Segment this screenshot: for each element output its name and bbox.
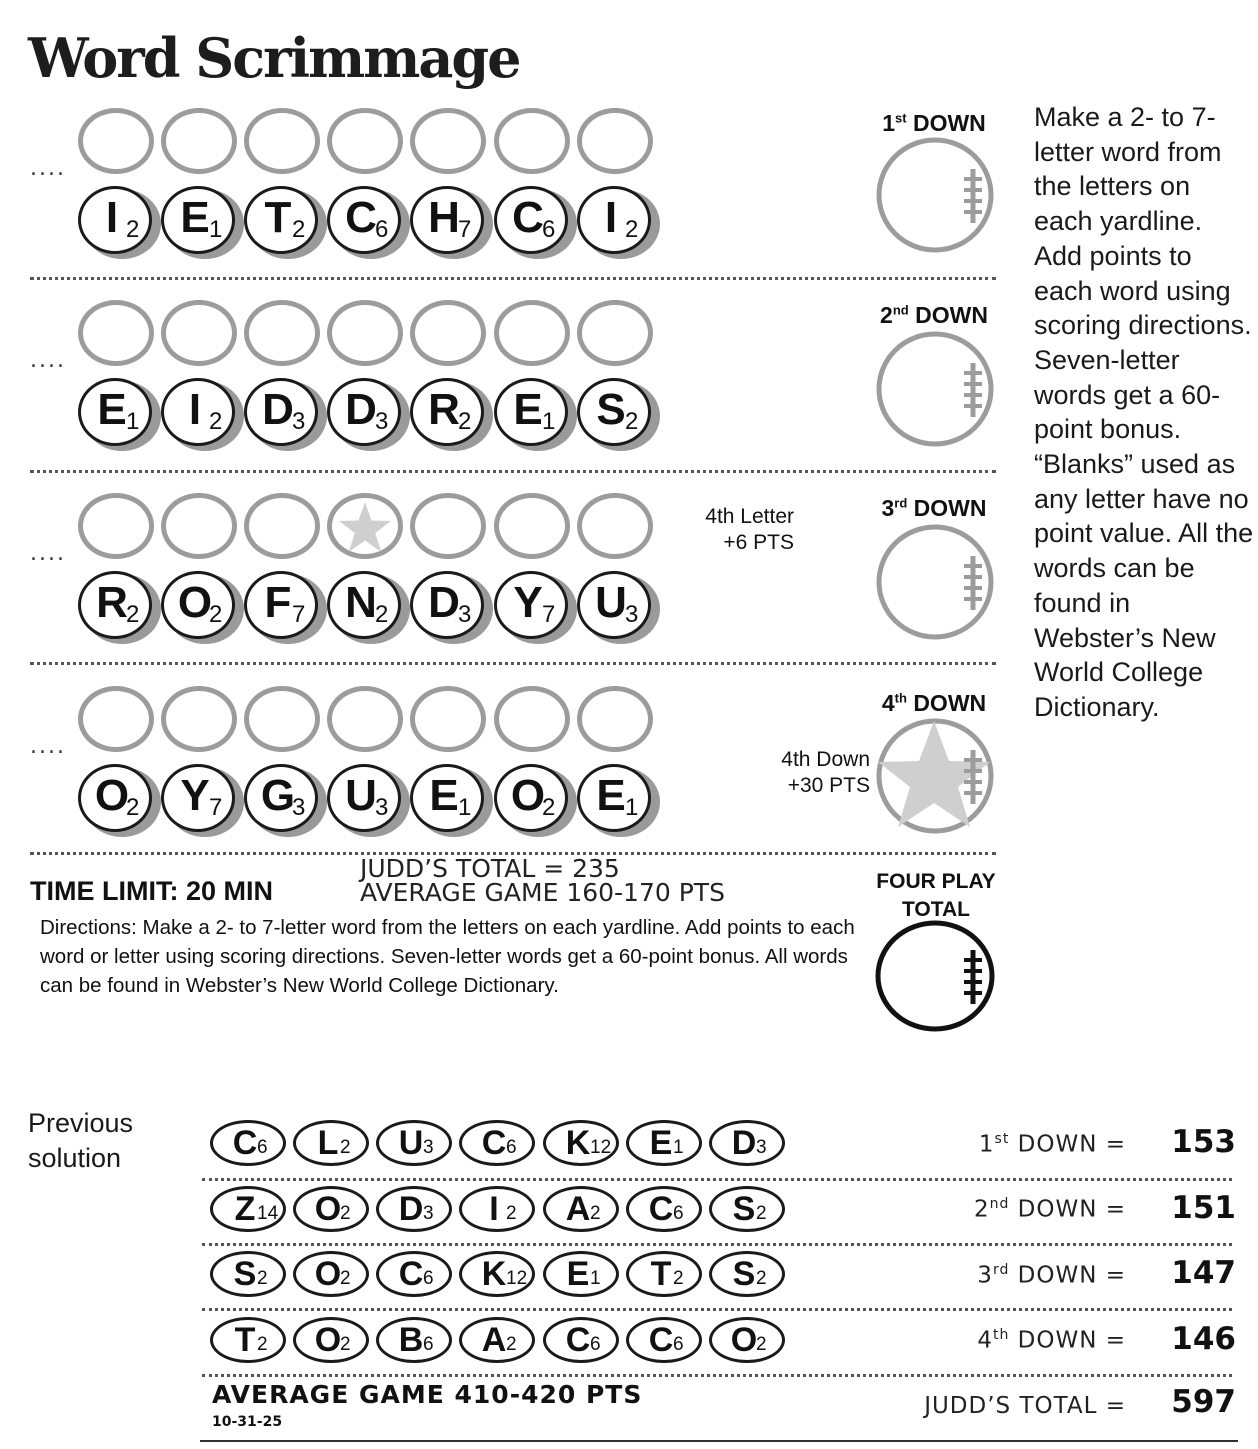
solution-divider: [202, 1178, 1232, 1181]
down-word: DOWN: [912, 110, 986, 136]
solution-tile-letter: S: [732, 1190, 756, 1228]
solution-tile-points: 2: [257, 1334, 268, 1355]
solution-down-suffix: st: [994, 1131, 1010, 1147]
football-score-icon[interactable]: [874, 523, 998, 643]
tile-points: 7: [209, 794, 223, 821]
solution-down-score: 151: [1171, 1190, 1236, 1226]
tile-letter: N: [345, 578, 377, 627]
tile-points: 2: [458, 408, 472, 435]
tile-points: 7: [292, 601, 306, 628]
solution-tile-letter: D: [731, 1124, 757, 1162]
solution-tile-points: 2: [257, 1268, 268, 1289]
tile-points: 3: [292, 408, 306, 435]
solution-tile-points: 6: [506, 1137, 517, 1158]
bonus-line2: +30 PTS: [787, 774, 870, 797]
tile-letter: E: [513, 385, 543, 434]
tile-letter: Y: [513, 578, 543, 627]
bonus-line2: +6 PTS: [723, 531, 794, 554]
solution-tile-points: 3: [756, 1137, 767, 1158]
previous-label-line2: solution: [28, 1143, 122, 1173]
solution-tile-points: 6: [673, 1334, 684, 1355]
yardline-dots: ....: [30, 541, 66, 566]
answer-blank[interactable]: [78, 300, 154, 366]
down-word: DOWN: [915, 302, 988, 328]
solution-tile: [459, 1120, 535, 1166]
solution-tile: [626, 1120, 702, 1166]
tile-letter: T: [264, 193, 292, 242]
letter-tile[interactable]: [577, 378, 655, 450]
down-word: DOWN: [913, 495, 987, 521]
solution-tile: [459, 1317, 535, 1363]
solution-tile: [210, 1120, 286, 1166]
tile-letter: E: [429, 771, 459, 820]
solution-tile: [210, 1251, 286, 1297]
solution-tile-points: 2: [506, 1203, 517, 1224]
solution-divider: [202, 1374, 1232, 1377]
answer-blank[interactable]: [244, 300, 320, 366]
solution-tile-points: 6: [673, 1203, 684, 1224]
solution-tile-points: 2: [506, 1334, 517, 1355]
tile-points: 6: [542, 216, 556, 243]
tile-letter: U: [595, 578, 627, 627]
letter-tile[interactable]: [410, 186, 488, 258]
down-suffix: st: [895, 110, 907, 126]
letter-tile[interactable]: [78, 186, 156, 258]
four-play-total-football-icon[interactable]: [874, 920, 998, 1034]
solution-tile: [626, 1317, 702, 1363]
solution-down-suffix: nd: [989, 1196, 1010, 1212]
solution-tile-points: 2: [590, 1203, 601, 1224]
solution-tile-letter: K: [481, 1255, 507, 1293]
yardline: [30, 470, 996, 473]
tile-letter: R: [96, 578, 128, 627]
down-suffix: rd: [894, 495, 908, 511]
solution-down-suffix: rd: [992, 1262, 1010, 1278]
solution-tile-points: 2: [673, 1268, 684, 1289]
letter-tile[interactable]: [494, 764, 572, 836]
answer-blank[interactable]: [244, 108, 320, 174]
solution-down-suffix: th: [992, 1327, 1010, 1343]
tile-letter: O: [177, 578, 213, 627]
letter-tile[interactable]: [161, 571, 239, 643]
bonus-note: [752, 747, 870, 799]
solution-tile-points: 6: [423, 1334, 434, 1355]
answer-blank[interactable]: [410, 300, 486, 366]
solution-tile-letter: O: [314, 1255, 342, 1293]
solution-tile-points: 1: [673, 1137, 684, 1158]
solution-tile-letter: C: [481, 1124, 507, 1162]
letter-tile[interactable]: [244, 764, 322, 836]
solution-tile: [543, 1251, 619, 1297]
tile-points: 2: [625, 216, 639, 243]
down-suffix: nd: [892, 302, 909, 318]
answer-blank[interactable]: [410, 493, 486, 559]
tile-letter: U: [345, 771, 377, 820]
solution-tile-letter: O: [730, 1321, 758, 1359]
answer-blank[interactable]: [161, 493, 237, 559]
yardline: [30, 662, 996, 665]
solution-tile-points: 3: [423, 1137, 434, 1158]
solution-down-number: 4: [977, 1327, 993, 1354]
tile-points: 3: [375, 794, 389, 821]
solution-tile-letter: K: [565, 1124, 591, 1162]
solution-tile-points: 14: [257, 1203, 279, 1224]
solution-tile: [709, 1251, 785, 1297]
down-number: 3: [881, 495, 895, 521]
tile-letter: S: [596, 385, 626, 434]
solution-tile: [210, 1317, 286, 1363]
solution-tile-letter: T: [234, 1321, 256, 1359]
tile-points: 2: [126, 216, 140, 243]
solution-tile-points: 2: [756, 1203, 767, 1224]
football-score-icon[interactable]: [874, 136, 998, 256]
tile-letter: R: [428, 385, 460, 434]
tile-points: 1: [542, 408, 556, 435]
down-label: [854, 110, 1014, 137]
tile-points: 2: [209, 601, 223, 628]
solution-tile-letter: O: [314, 1321, 342, 1359]
solution-down-score: 147: [1171, 1255, 1236, 1291]
yardline-dots: ....: [30, 734, 66, 759]
tile-letter: F: [264, 578, 292, 627]
four-play-total-label: [856, 868, 1016, 924]
answer-blank[interactable]: [577, 108, 653, 174]
solution-tile-points: 6: [590, 1334, 601, 1355]
solution-tile: [709, 1120, 785, 1166]
solution-tile-letter: D: [398, 1190, 424, 1228]
bottom-rule: [200, 1440, 1238, 1442]
down-label: [854, 690, 1014, 717]
solution-tile-letter: C: [648, 1321, 674, 1359]
solution-divider: [202, 1308, 1232, 1311]
bonus-line1: 4th Letter: [705, 505, 794, 528]
tile-letter: I: [188, 385, 202, 434]
solution-down-number: 2: [973, 1196, 990, 1223]
bonus-note: [680, 504, 794, 556]
answer-blank[interactable]: [494, 493, 570, 559]
solution-tile: [376, 1120, 452, 1166]
tile-letter: O: [94, 771, 130, 820]
solution-tile-points: 12: [506, 1268, 528, 1289]
solution-judds-total-label: JUDD’S TOTAL =: [924, 1393, 1126, 1419]
answer-blank[interactable]: [577, 493, 653, 559]
solution-tile: [543, 1120, 619, 1166]
solution-tile: [293, 1120, 369, 1166]
down-label: [854, 302, 1014, 329]
answer-blank[interactable]: [78, 686, 154, 752]
letter-tile[interactable]: [327, 764, 405, 836]
solution-down-word: DOWN =: [1017, 1131, 1126, 1158]
yardline: [30, 277, 996, 280]
tile-letter: I: [105, 193, 119, 242]
star-icon: [338, 501, 392, 553]
answer-blank[interactable]: [410, 686, 486, 752]
solution-tile-letter: E: [566, 1255, 590, 1293]
solution-tile: [459, 1251, 535, 1297]
solution-tile: [709, 1317, 785, 1363]
answer-blank[interactable]: [78, 108, 154, 174]
solution-tile: [543, 1186, 619, 1232]
solution-tile-letter: T: [650, 1255, 672, 1293]
solution-tile-letter: B: [398, 1321, 424, 1359]
average-game: AVERAGE GAME 160-170 PTS: [360, 878, 725, 907]
side-instructions: Make a 2- to 7-letter word from the letters on each yardline. Add points to each word using scoring directions. Seven-letter words get a 60-point bonus. “Blanks” used as any letter have no point value. All the words can be found in Webster’s New World College Dictionary.: [1034, 102, 1254, 722]
letter-tile[interactable]: [327, 378, 405, 450]
tile-points: 7: [542, 601, 556, 628]
solution-down-number: 3: [977, 1262, 993, 1289]
answer-blank-star[interactable]: [327, 493, 403, 559]
solution-tile-letter: S: [732, 1255, 756, 1293]
solution-tile-letter: O: [314, 1190, 342, 1228]
solution-tile: [626, 1186, 702, 1232]
solution-tile-points: 6: [423, 1268, 434, 1289]
answer-blank[interactable]: [244, 493, 320, 559]
letter-tile[interactable]: [410, 571, 488, 643]
solution-tile: [709, 1186, 785, 1232]
answer-blank[interactable]: [327, 686, 403, 752]
time-limit: TIME LIMIT: 20 MIN: [30, 876, 273, 906]
solution-tile-letter: C: [565, 1321, 591, 1359]
answer-blank[interactable]: [244, 686, 320, 752]
letter-tile[interactable]: [577, 571, 655, 643]
tile-letter: I: [604, 193, 618, 242]
tile-points: 1: [209, 216, 223, 243]
tile-letter: C: [512, 193, 544, 242]
solution-tile-letter: I: [489, 1190, 499, 1228]
tile-points: 2: [375, 601, 389, 628]
solution-down-label: [896, 1327, 1126, 1354]
answer-blank[interactable]: [327, 300, 403, 366]
answer-blank[interactable]: [410, 108, 486, 174]
tile-letter: E: [596, 771, 626, 820]
solution-tile-points: 2: [340, 1137, 351, 1158]
letter-tile[interactable]: [494, 186, 572, 258]
solution-tile: [376, 1317, 452, 1363]
yardline-dots: ....: [30, 348, 66, 373]
solution-tile: [459, 1186, 535, 1232]
solution-down-label: [896, 1262, 1126, 1289]
tile-letter: C: [345, 193, 377, 242]
tile-points: 6: [375, 216, 389, 243]
tile-points: 2: [625, 408, 639, 435]
solution-tile: [376, 1251, 452, 1297]
down-label: [854, 495, 1014, 522]
answer-blank[interactable]: [161, 686, 237, 752]
solution-down-label: [896, 1196, 1126, 1223]
answer-blank[interactable]: [161, 108, 237, 174]
down-number: 2: [880, 302, 893, 328]
solution-tile-points: 2: [340, 1334, 351, 1355]
solution-down-number: 1: [978, 1131, 995, 1158]
letter-tile[interactable]: [410, 378, 488, 450]
tile-points: 1: [458, 794, 472, 821]
solution-tile-points: 2: [340, 1268, 351, 1289]
solution-tile-points: 2: [340, 1203, 351, 1224]
letter-tile[interactable]: [410, 764, 488, 836]
solution-tile: [376, 1186, 452, 1232]
solution-tile-points: 6: [257, 1137, 268, 1158]
tile-letter: D: [262, 385, 294, 434]
solution-down-score: 153: [1171, 1124, 1236, 1160]
letter-tile[interactable]: [161, 186, 239, 258]
letter-tile[interactable]: [577, 764, 655, 836]
letter-tile[interactable]: [577, 186, 655, 258]
letter-tile[interactable]: [78, 571, 156, 643]
solution-tile: [293, 1317, 369, 1363]
solution-date: 10-31-25: [212, 1414, 283, 1430]
football-score-icon[interactable]: [874, 330, 998, 450]
letter-tile[interactable]: [494, 571, 572, 643]
four-play-label-line2: TOTAL: [901, 898, 971, 921]
tile-letter: G: [260, 771, 296, 820]
solution-divider: [202, 1243, 1232, 1246]
tile-points: 2: [209, 408, 223, 435]
yardline-dots: ....: [30, 156, 66, 181]
down-number: 4: [881, 690, 895, 716]
judds-total: JUDD’S TOTAL = 235: [360, 854, 620, 883]
solution-tile-letter: U: [398, 1124, 424, 1162]
directions-text: Directions: Make a 2- to 7-letter word from the letters on each yardline. Add points to each word or letter using scoring directions. Seven-letter words get a 60-point bonus. All words can be found in Webster’s New World College Dictionary.: [40, 916, 855, 997]
four-play-label-line1: FOUR PLAY: [876, 870, 996, 893]
tile-points: 1: [126, 408, 140, 435]
previous-label-line1: Previous: [28, 1108, 134, 1138]
tile-points: 3: [625, 601, 639, 628]
tile-letter: E: [180, 193, 210, 242]
answer-blank[interactable]: [494, 300, 570, 366]
tile-points: 2: [292, 216, 306, 243]
bonus-line1: 4th Down: [781, 748, 870, 771]
tile-points: 2: [126, 794, 140, 821]
letter-tile[interactable]: [244, 378, 322, 450]
letter-tile[interactable]: [494, 378, 572, 450]
solution-tile-letter: C: [232, 1124, 258, 1162]
solution-tile: [543, 1317, 619, 1363]
solution-tile-letter: C: [648, 1190, 674, 1228]
letter-tile[interactable]: [78, 378, 156, 450]
answer-blank[interactable]: [161, 300, 237, 366]
letter-tile[interactable]: [327, 571, 405, 643]
solution-down-score: 146: [1171, 1321, 1236, 1357]
solution-tile: [293, 1186, 369, 1232]
tile-letter: D: [345, 385, 377, 434]
solution-tile-points: 1: [590, 1268, 601, 1289]
solution-judds-total-value: 597: [1171, 1384, 1236, 1420]
solution-tile-points: 12: [590, 1137, 612, 1158]
solution-tile: [210, 1186, 286, 1232]
letter-tile[interactable]: [244, 186, 322, 258]
letter-tile[interactable]: [78, 764, 156, 836]
previous-solution-label: [28, 1106, 133, 1176]
tile-points: 2: [126, 601, 140, 628]
solution-tile-points: 3: [423, 1203, 434, 1224]
solution-tile-letter: E: [649, 1124, 673, 1162]
answer-blank[interactable]: [494, 108, 570, 174]
tile-points: 3: [458, 601, 472, 628]
solution-tile-letter: A: [565, 1190, 591, 1228]
solution-down-label: [896, 1131, 1126, 1158]
letter-tile[interactable]: [161, 764, 239, 836]
solution-down-word: DOWN =: [1017, 1262, 1126, 1289]
solution-down-word: DOWN =: [1017, 1196, 1126, 1223]
solution-tile-letter: L: [317, 1124, 339, 1162]
tile-letter: E: [97, 385, 127, 434]
solution-tile-letter: C: [398, 1255, 424, 1293]
down-word: DOWN: [913, 690, 987, 716]
answer-blank[interactable]: [577, 300, 653, 366]
answer-blank[interactable]: [494, 686, 570, 752]
solution-tile-letter: A: [481, 1321, 507, 1359]
tile-letter: Y: [180, 771, 210, 820]
tile-points: 1: [625, 794, 639, 821]
answer-blank[interactable]: [78, 493, 154, 559]
letter-tile[interactable]: [244, 571, 322, 643]
letter-tile[interactable]: [327, 186, 405, 258]
letter-tile[interactable]: [161, 378, 239, 450]
down-suffix: th: [894, 690, 907, 706]
answer-blank[interactable]: [327, 108, 403, 174]
solution-tile: [626, 1251, 702, 1297]
down-number: 1: [882, 110, 895, 136]
solution-down-word: DOWN =: [1017, 1327, 1126, 1354]
tile-points: 2: [542, 794, 556, 821]
answer-blank[interactable]: [577, 686, 653, 752]
solution-tile: [293, 1251, 369, 1297]
tile-points: 7: [458, 216, 472, 243]
solution-tile-letter: Z: [234, 1190, 256, 1228]
tile-points: 3: [292, 794, 306, 821]
solution-tile-points: 2: [756, 1268, 767, 1289]
solution-tile-points: 2: [756, 1334, 767, 1355]
page-title: Word Scrimmage: [28, 26, 520, 90]
tile-letter: O: [510, 771, 546, 820]
tile-letter: H: [428, 193, 460, 242]
tile-points: 3: [375, 408, 389, 435]
solution-average-game: AVERAGE GAME 410-420 PTS: [212, 1380, 643, 1409]
tile-letter: D: [428, 578, 460, 627]
football-star-score-icon[interactable]: [874, 717, 998, 837]
solution-tile-letter: S: [233, 1255, 257, 1293]
